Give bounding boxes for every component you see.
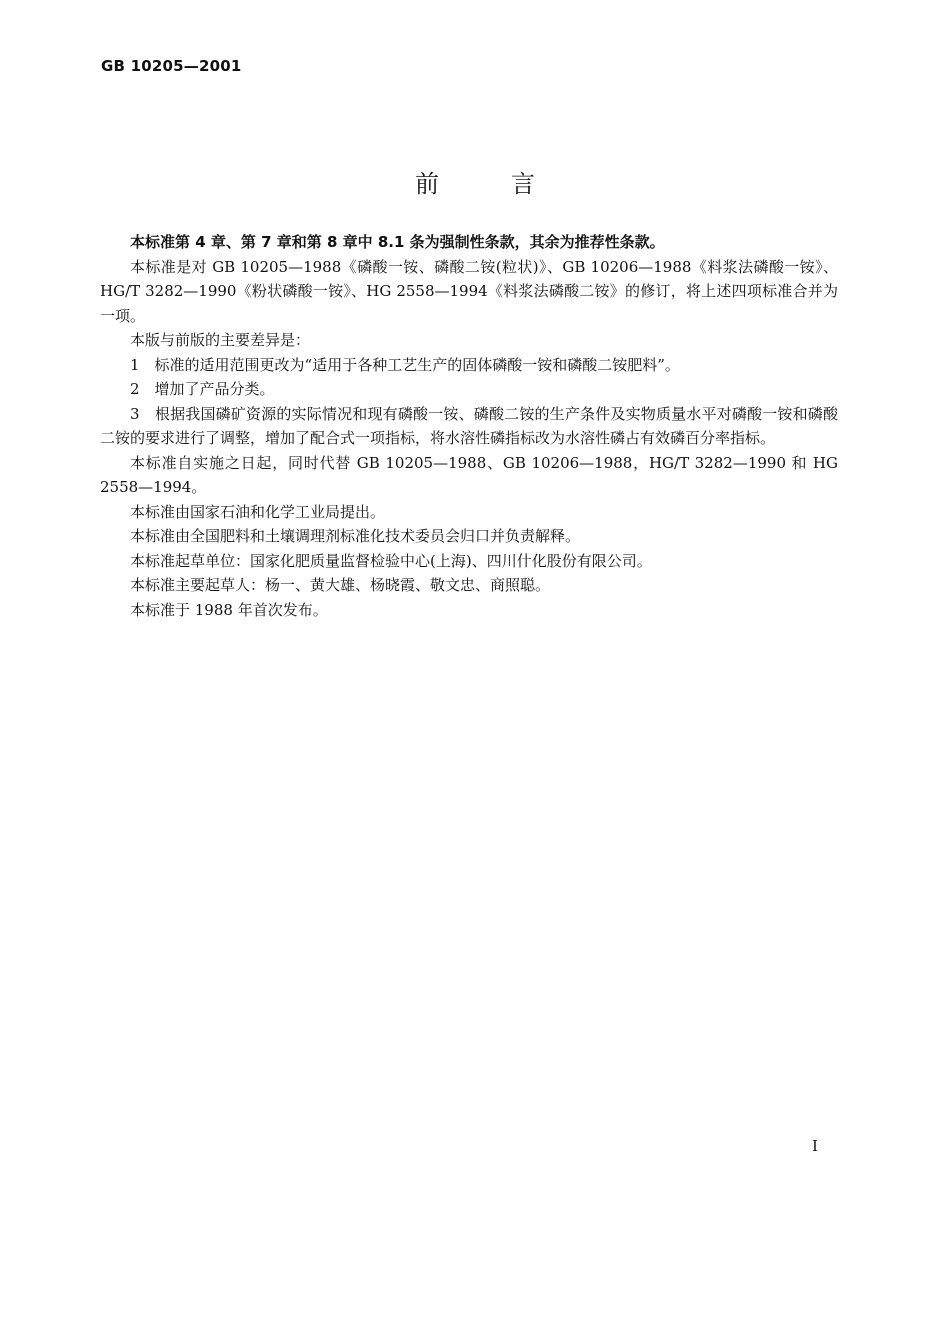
difference-item-1: 1 标准的适用范围更改为“适用于各种工艺生产的固体磷酸一铵和磷酸二铵肥料”。 (130, 355, 680, 374)
standard-code-header: GB 10205—2001 (101, 57, 242, 75)
replacement-paragraph: 本标准自实施之日起，同时代替 GB 10205—1988、GB 10206—1988，HG/T 3282—1990 和 HG 2558—1994。 (100, 453, 838, 496)
difference-item-3: 3 根据我国磷矿资源的实际情况和现有磷酸一铵、磷酸二铵的生产条件及实物质量水平对磷酸一铵和磷酸二铵的要求进行了调整，增加了配合式一项指标，将水溶性磷指标改为水溶性磷占有效磷百分率指标。 (100, 404, 838, 447)
differences-intro-paragraph: 本版与前版的主要差异是： (130, 331, 311, 349)
first-publication-paragraph: 本标准于 1988 年首次发布。 (130, 600, 328, 619)
page-title: 前言 (415, 170, 607, 198)
foreword-body (100, 230, 838, 622)
proposer-paragraph: 本标准由国家石油和化学工业局提出。 (130, 502, 386, 521)
revision-paragraph: 本标准是对 GB 10205—1988《磷酸一铵、磷酸二铵(粒状)》、GB 10206—1988《料浆法磷酸一铵》、HG/T 3282—1990《粉状磷酸一铵》、HG 2558—1994《料浆法磷酸二铵》的修订，将上述四项标准合并为一项。 (100, 257, 838, 325)
committee-paragraph: 本标准由全国肥料和土壤调理剂标准化技术委员会归口并负责解释。 (130, 527, 581, 545)
mandatory-clause-paragraph: 本标准第 4 章、第 7 章和第 8 章中 8.1 条为强制性条款，其余为推荐性条款。 (130, 233, 665, 251)
difference-item-2: 2 增加了产品分类。 (130, 380, 275, 398)
page-number: I (812, 1137, 818, 1155)
drafters-paragraph: 本标准主要起草人：杨一、黄大雄、杨晓霞、敬文忠、商照聪。 (130, 576, 551, 594)
drafting-units-paragraph: 本标准起草单位：国家化肥质量监督检验中心(上海)、四川什化股份有限公司。 (130, 551, 652, 570)
